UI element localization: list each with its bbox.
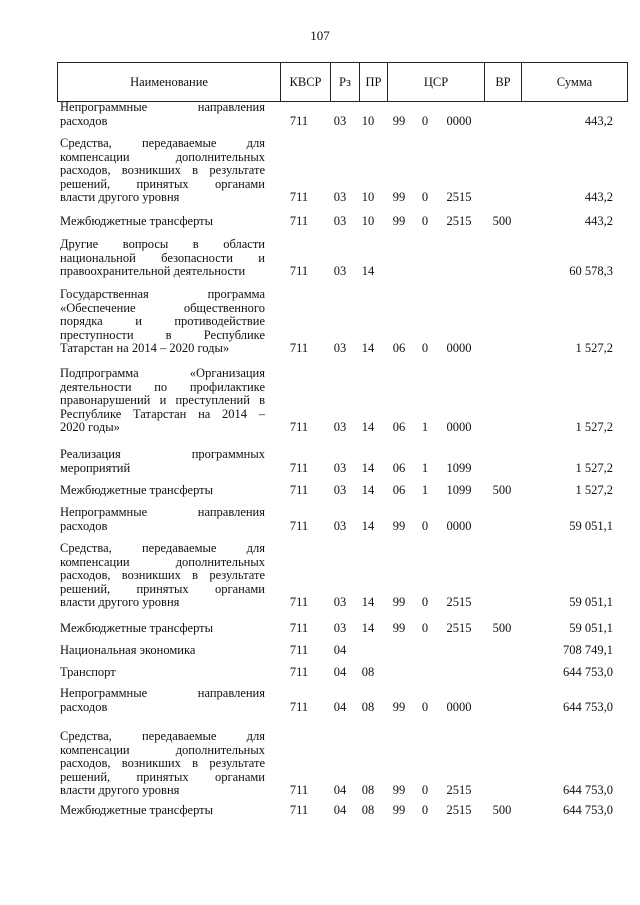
row-name: [60, 448, 265, 475]
cell-vr: 500: [492, 214, 512, 228]
cell-csr3: 0000: [446, 341, 472, 355]
row-name: [60, 666, 265, 680]
row-name-line: Другие вопросы в области: [60, 237, 265, 251]
row-name-line: решений, принятых органами: [60, 176, 265, 191]
cell-csr1: 06: [392, 460, 406, 475]
row-name-line: Межбюджетные трансферты: [60, 214, 214, 228]
cell-csr2: 1: [421, 483, 429, 497]
cell-sum: 59 051,1: [569, 621, 613, 635]
cell-sum: 443,2: [584, 190, 613, 204]
row-name-line: компенсации дополнительных: [60, 554, 265, 569]
cell-csr3: 1099: [446, 460, 472, 475]
cell-kvsr: 711: [289, 190, 309, 204]
table-row: [0, 506, 640, 533]
cell-sum: 708 749,1: [563, 643, 613, 657]
cell-sum: 443,2: [584, 113, 613, 128]
row-name: [60, 484, 265, 498]
cell-kvsr: 711: [289, 214, 309, 228]
cell-pr: 14: [361, 264, 375, 278]
cell-kvsr: 711: [289, 420, 309, 434]
header-sum: Сумма: [556, 74, 593, 89]
row-name: [60, 215, 265, 229]
cell-csr3: 2515: [446, 621, 472, 635]
row-name-line: власти другого уровня: [60, 783, 180, 797]
cell-sum: 59 051,1: [569, 595, 613, 609]
row-name-line: Транспорт: [60, 665, 116, 679]
table-row: [0, 542, 640, 610]
cell-sum: 1 527,2: [575, 483, 613, 497]
cell-pr: 10: [361, 214, 375, 228]
table-header: [57, 62, 628, 102]
cell-rz: 04: [333, 699, 347, 714]
cell-csr3: 0000: [446, 420, 472, 434]
cell-pr: 14: [361, 460, 375, 475]
cell-kvsr: 711: [289, 665, 309, 679]
row-name: [60, 101, 265, 128]
row-name-line: Татарстан на 2014 – 2020 годы»: [60, 341, 230, 355]
cell-csr3: 0000: [446, 113, 472, 128]
row-name: [60, 644, 265, 658]
header-csr: ЦСР: [388, 63, 485, 101]
row-name-line: решений, принятых органами: [60, 769, 265, 784]
cell-sum: 644 753,0: [563, 699, 613, 714]
table-row: [0, 484, 640, 498]
row-name-line: Межбюджетные трансферты: [60, 621, 214, 635]
cell-csr1: 99: [392, 190, 406, 204]
row-name-line: Республике Татарстан на 2014 –: [60, 406, 265, 421]
cell-vr: 500: [492, 803, 512, 817]
row-name-line: порядка и противодействие: [60, 314, 265, 328]
table-row: [0, 448, 640, 475]
cell-rz: 04: [333, 783, 347, 797]
cell-pr: 14: [361, 621, 375, 635]
row-name-line: расходов, возникших в результате: [60, 756, 265, 770]
cell-csr1: 99: [392, 783, 406, 797]
cell-csr2: 0: [421, 214, 429, 228]
cell-csr1: 06: [392, 420, 406, 434]
table-row: [0, 687, 640, 714]
cell-pr: 10: [361, 190, 375, 204]
cell-rz: 03: [333, 214, 347, 228]
row-name-line: расходов: [60, 113, 108, 128]
cell-csr2: 1: [421, 460, 429, 475]
row-name: [60, 367, 265, 435]
cell-csr1: 99: [392, 113, 406, 128]
cell-csr1: 99: [392, 803, 406, 817]
header-rz: Рз: [331, 63, 360, 101]
cell-pr: 14: [361, 341, 375, 355]
cell-pr: 08: [361, 783, 375, 797]
header-kvsr: КВСР: [281, 63, 331, 101]
cell-kvsr: 711: [289, 643, 309, 657]
cell-rz: 03: [333, 595, 347, 609]
row-name-line: преступности в Республике: [60, 327, 265, 342]
row-name-line: правоохранительной деятельности: [60, 264, 246, 278]
table-row: [0, 137, 640, 205]
cell-pr: 08: [361, 803, 375, 817]
cell-csr2: 0: [421, 699, 429, 714]
table-row: [0, 215, 640, 229]
cell-csr1: 99: [392, 518, 406, 533]
cell-csr1: 06: [392, 483, 406, 497]
row-name-line: национальной безопасности и: [60, 250, 265, 265]
cell-csr1: 99: [392, 214, 406, 228]
cell-sum: 60 578,3: [569, 264, 613, 278]
cell-rz: 03: [333, 621, 347, 635]
row-name-line: Подпрограмма «Организация: [60, 366, 265, 380]
cell-csr3: 2515: [446, 214, 472, 228]
row-name-line: власти другого уровня: [60, 190, 180, 204]
cell-rz: 03: [333, 190, 347, 204]
cell-csr2: 0: [421, 113, 429, 128]
row-name-line: Национальная экономика: [60, 643, 196, 657]
row-name-line: Государственная программа: [60, 287, 265, 301]
cell-pr: 14: [361, 595, 375, 609]
cell-csr2: 0: [421, 341, 429, 355]
row-name-line: правонарушений и преступлений в: [60, 393, 265, 407]
row-name-line: расходов: [60, 699, 108, 714]
row-name: [60, 137, 265, 205]
table-row: [0, 238, 640, 279]
cell-rz: 04: [333, 803, 347, 817]
table-row: [0, 101, 640, 128]
cell-pr: 10: [361, 113, 375, 128]
header-pr: ПР: [360, 63, 388, 101]
row-name-line: деятельности по профилактике: [60, 379, 265, 394]
row-name: [60, 687, 265, 714]
cell-csr2: 0: [421, 518, 429, 533]
table-row: [0, 666, 640, 680]
row-name-line: мероприятий: [60, 460, 131, 475]
row-name-line: «Обеспечение общественного: [60, 300, 265, 315]
cell-csr1: 99: [392, 699, 406, 714]
row-name-line: Средства, передаваемые для: [60, 729, 265, 743]
cell-kvsr: 711: [289, 783, 309, 797]
table-row: [0, 730, 640, 798]
cell-csr3: 2515: [446, 803, 472, 817]
table-row: [0, 367, 640, 435]
cell-kvsr: 711: [289, 518, 309, 533]
row-name: [60, 288, 265, 356]
header-vr: ВР: [485, 63, 522, 101]
cell-pr: 14: [361, 518, 375, 533]
cell-rz: 03: [333, 420, 347, 434]
cell-kvsr: 711: [289, 460, 309, 475]
row-name-line: расходов, возникших в результате: [60, 568, 265, 582]
cell-pr: 14: [361, 483, 375, 497]
cell-csr3: 1099: [446, 483, 472, 497]
cell-pr: 08: [361, 665, 375, 679]
cell-vr: 500: [492, 483, 512, 497]
row-name-line: 2020 годы»: [60, 420, 120, 434]
table-row: [0, 644, 640, 658]
cell-rz: 03: [333, 518, 347, 533]
cell-kvsr: 711: [289, 621, 309, 635]
cell-rz: 03: [333, 460, 347, 475]
cell-pr: 14: [361, 420, 375, 434]
cell-csr3: 2515: [446, 190, 472, 204]
cell-csr1: 99: [392, 621, 406, 635]
cell-rz: 03: [333, 483, 347, 497]
cell-csr3: 2515: [446, 595, 472, 609]
cell-sum: 644 753,0: [563, 783, 613, 797]
cell-csr2: 0: [421, 621, 429, 635]
page-number: 107: [310, 28, 330, 43]
row-name-line: Средства, передаваемые для: [60, 541, 265, 555]
cell-rz: 03: [333, 113, 347, 128]
cell-csr3: 0000: [446, 699, 472, 714]
cell-sum: 644 753,0: [563, 803, 613, 817]
row-name: [60, 622, 265, 636]
row-name: [60, 804, 265, 818]
cell-sum: 1 527,2: [575, 341, 613, 355]
row-name-line: Непрограммные направления: [60, 100, 265, 114]
row-name-line: компенсации дополнительных: [60, 149, 265, 164]
cell-kvsr: 711: [289, 264, 309, 278]
cell-csr3: 0000: [446, 518, 472, 533]
cell-kvsr: 711: [289, 699, 309, 714]
cell-rz: 04: [333, 665, 347, 679]
cell-vr: 500: [492, 621, 512, 635]
table-row: [0, 804, 640, 818]
cell-csr2: 0: [421, 595, 429, 609]
table-row: [0, 622, 640, 636]
row-name-line: Реализация программных: [60, 447, 265, 461]
row-name-line: власти другого уровня: [60, 595, 180, 609]
row-name: [60, 238, 265, 279]
row-name-line: решений, принятых органами: [60, 581, 265, 596]
cell-csr2: 1: [421, 420, 429, 434]
cell-sum: 59 051,1: [569, 518, 613, 533]
row-name-line: расходов, возникших в результате: [60, 163, 265, 177]
cell-kvsr: 711: [289, 341, 309, 355]
cell-csr2: 0: [421, 803, 429, 817]
cell-sum: 443,2: [584, 214, 613, 228]
cell-pr: 08: [361, 699, 375, 714]
row-name: [60, 542, 265, 610]
cell-kvsr: 711: [289, 483, 309, 497]
row-name-line: компенсации дополнительных: [60, 742, 265, 757]
cell-sum: 644 753,0: [563, 665, 613, 679]
cell-csr3: 2515: [446, 783, 472, 797]
header-name: Наименование: [58, 63, 281, 101]
row-name-line: Межбюджетные трансферты: [60, 803, 214, 817]
cell-rz: 03: [333, 264, 347, 278]
cell-kvsr: 711: [289, 803, 309, 817]
table-row: [0, 288, 640, 356]
cell-rz: 03: [333, 341, 347, 355]
row-name-line: Межбюджетные трансферты: [60, 483, 214, 497]
cell-sum: 1 527,2: [575, 460, 613, 475]
row-name-line: Непрограммные направления: [60, 686, 265, 700]
row-name-line: Непрограммные направления: [60, 505, 265, 519]
cell-csr1: 06: [392, 341, 406, 355]
row-name-line: Средства, передаваемые для: [60, 136, 265, 150]
cell-rz: 04: [333, 643, 347, 657]
cell-csr1: 99: [392, 595, 406, 609]
cell-csr2: 0: [421, 783, 429, 797]
cell-csr2: 0: [421, 190, 429, 204]
cell-sum: 1 527,2: [575, 420, 613, 434]
row-name-line: расходов: [60, 518, 108, 533]
row-name: [60, 506, 265, 533]
cell-kvsr: 711: [289, 595, 309, 609]
cell-kvsr: 711: [289, 113, 309, 128]
row-name: [60, 730, 265, 798]
